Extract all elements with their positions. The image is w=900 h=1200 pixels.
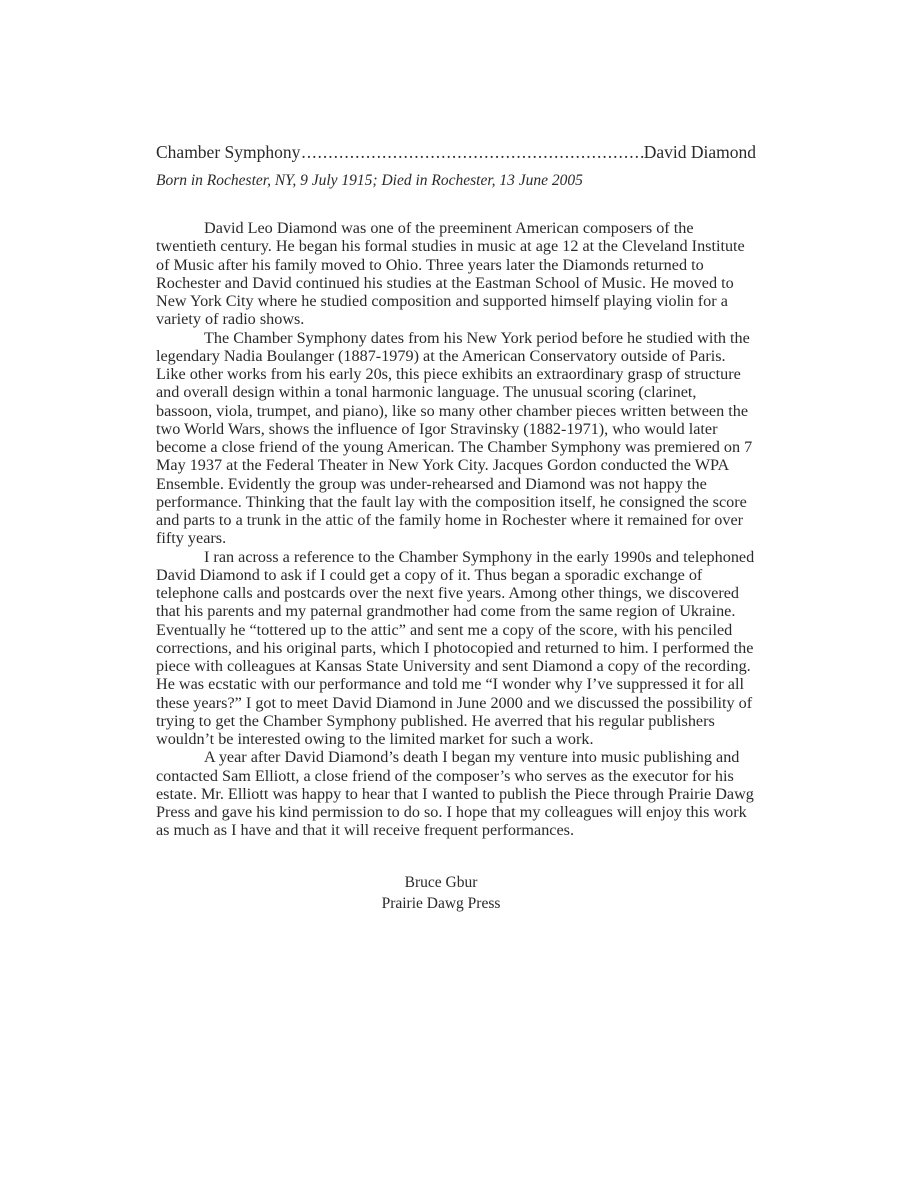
signature-block: [156, 872, 726, 914]
signature-publisher: Prairie Dawg Press: [381, 894, 501, 912]
composer-name: David Diamond: [643, 142, 756, 162]
paragraph-1: David Leo Diamond was one of the preeminent American composers of the twentieth century. He began his formal studies in music at age 12 at the Cleveland Institute of Music after his family moved to Ohio. Three years later the Diamonds returned to Rochester and David continued his studies at the Eastman School of Music. He moved to New York City where he studied composition and supported himself playing violin for a variety of radio shows.: [156, 219, 745, 329]
dot-leader: [300, 140, 643, 164]
document-page: [156, 140, 756, 914]
signature-name: Bruce Gbur: [404, 873, 478, 891]
title-line: [156, 140, 756, 164]
paragraph-3: I ran across a reference to the Chamber Symphony in the early 1990s and telephoned David Diamond to ask if I could get a copy of it. Thus began a sporadic exchange of telephone calls and postcards over the next five years. Among other things, we discovered that his parents and my paternal grandmother had come from the same region of Ukraine. Eventually he “tottered up to the attic” and sent me a copy of the score, with his penciled corrections, and his original parts, which I photocopied and returned to him. I performed the piece with colleagues at Kansas State University and sent Diamond a copy of the recording. He was ecstatic with our performance and told me “I wonder why I’ve suppressed it for all these years?” I got to meet David Diamond in June 2000 and we discussed the possibility of trying to get the Chamber Symphony published. He averred that his regular publishers wouldn’t be interested owing to the limited market for such a work.: [156, 547, 755, 748]
paragraph-4: A year after David Diamond’s death I began my venture into music publishing and contacted Sam Elliott, a close friend of the composer’s who serves as the executor for his estate. Mr. Elliott was happy to hear that I wanted to publish the Piece through Prairie Dawg Press and gave his kind permission to do so. I hope that my colleagues will enjoy this work as much as I have and that it will receive frequent performances.: [156, 748, 754, 840]
paragraph-2: The Chamber Symphony dates from his New York period before he studied with the legendary Nadia Boulanger (1887-1979) at the American Conservatory outside of Paris. Like other works from his early 20s, this piece exhibits an extraordinary grasp of structure and overall design within a tonal harmonic language. The unusual scoring (clarinet, bassoon, viola, trumpet, and piano), like so many other chamber pieces written between the two World Wars, shows the influence of Igor Stravinsky (1882-1971), who would later become a close friend of the young American. The Chamber Symphony was premiered on 7 May 1937 at the Federal Theater in New York City. Jacques Gordon conducted the WPA Ensemble. Evidently the group was under-rehearsed and Diamond was not happy the performance. Thinking that the fault lay with the composition itself, he consigned the score and parts to a trunk in the attic of the family home in Rochester where it remained for over fifty years.: [156, 328, 753, 548]
work-title: Chamber Symphony: [156, 142, 301, 162]
body-text: [156, 219, 756, 840]
composer-dates: Born in Rochester, NY, 9 July 1915; Died in Rochester, 13 June 2005: [156, 172, 583, 189]
